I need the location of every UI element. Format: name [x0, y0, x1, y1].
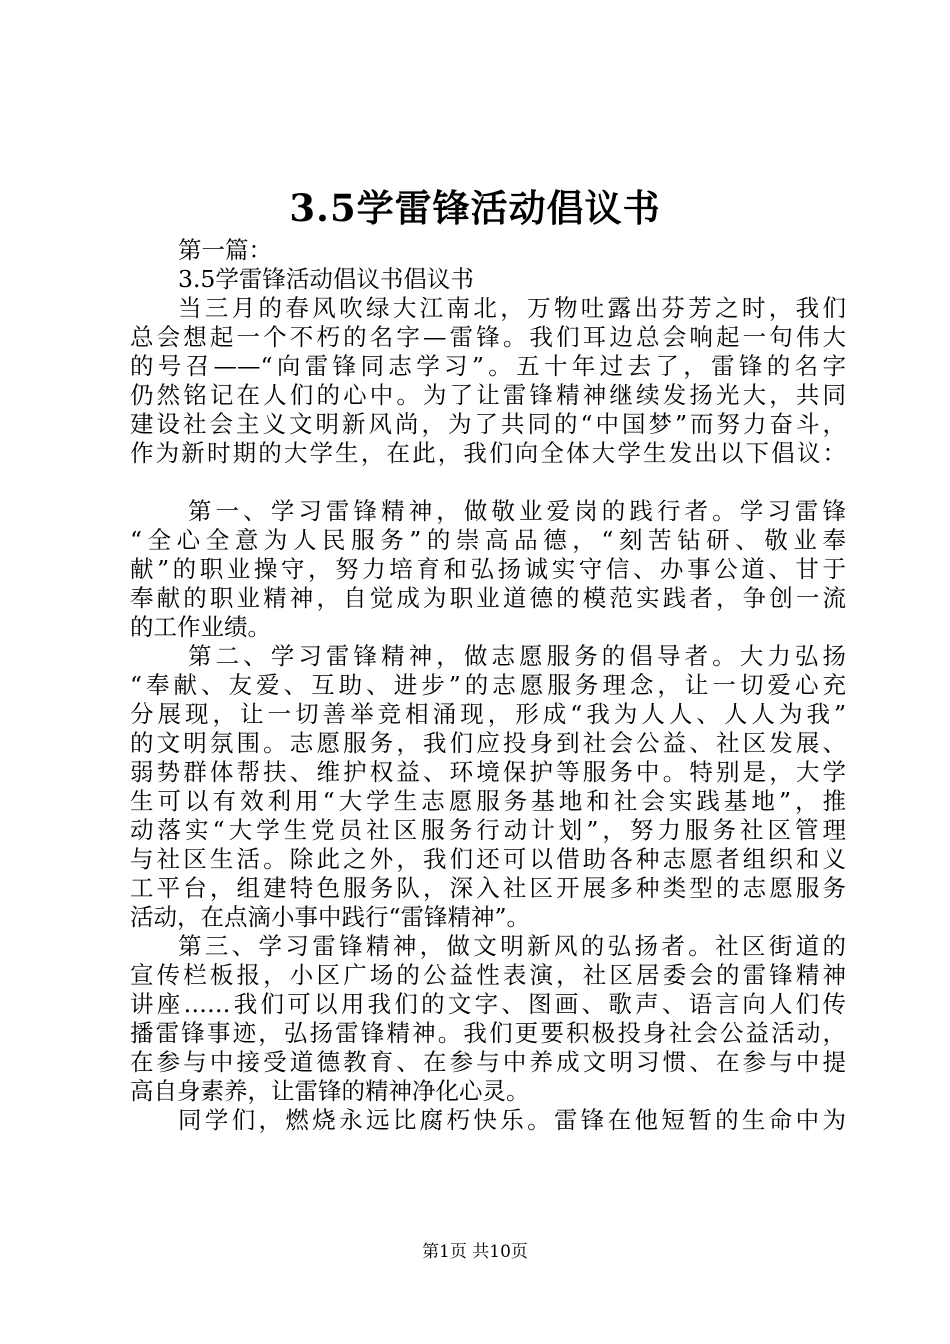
- paragraph-line: 宣传栏板报，小区广场的公益性表演，社区居委会的雷锋精神: [130, 961, 846, 989]
- paragraph-line: 的文明氛围。志愿服务，我们应投身到社会公益、社区发展、: [130, 729, 846, 757]
- paragraph-line: 生可以有效利用“大学生志愿服务基地和社会实践基地”，推: [130, 787, 846, 815]
- subtitle-line: 3.5学雷锋活动倡议书倡议书: [178, 265, 474, 293]
- paragraph-line: 工平台，组建特色服务队，深入社区开展多种类型的志愿服务: [130, 874, 846, 902]
- paragraph-line: 仍然铭记在人们的心中。为了让雷锋精神继续发扬光大，共同: [130, 381, 846, 409]
- paragraph-line: 的号召——“向雷锋同志学习”。五十年过去了，雷锋的名字: [130, 352, 846, 380]
- paragraph-line: 弱势群体帮扶、维护权益、环境保护等服务中。特别是，大学: [130, 758, 846, 786]
- paragraph-line: 奉献的职业精神，自觉成为职业道德的模范实践者，争创一流: [130, 584, 846, 612]
- paragraph-line: 总会想起一个不朽的名字—雷锋。我们耳边总会响起一句伟大: [130, 323, 846, 351]
- section-heading: 第一篇：: [178, 236, 272, 264]
- paragraph-line: 同学们，燃烧永远比腐朽快乐。雷锋在他短暂的生命中为: [178, 1106, 846, 1134]
- paragraph-line: 的工作业绩。: [130, 613, 271, 641]
- paragraph-line: 献”的职业操守，努力培育和弘扬诚实守信、办事公道、甘于: [130, 555, 846, 583]
- paragraph-line: 动落实“大学生党员社区服务行动计划”，努力服务社区管理: [130, 816, 846, 844]
- paragraph-line: 作为新时期的大学生，在此，我们向全体大学生发出以下倡议：: [130, 439, 846, 467]
- paragraph-line: 活动，在点滴小事中践行“雷锋精神”。: [130, 903, 531, 931]
- paragraph-line: 当三月的春风吹绿大江南北，万物吐露出芬芳之时，我们: [178, 294, 846, 322]
- paragraph-line: 分展现，让一切善举竞相涌现，形成“我为人人、人人为我”: [130, 700, 846, 728]
- paragraph-line: 讲座……我们可以用我们的文字、图画、歌声、语言向人们传: [130, 990, 846, 1018]
- paragraph-line: “奉献、友爱、互助、进步”的志愿服务理念，让一切爱心充: [130, 671, 846, 699]
- paragraph-line: 播雷锋事迹，弘扬雷锋精神。我们更要积极投身社会公益活动，: [130, 1019, 846, 1047]
- paragraph-line: 在参与中接受道德教育、在参与中养成文明习惯、在参与中提: [130, 1048, 846, 1076]
- paragraph-line: 第三、学习雷锋精神，做文明新风的弘扬者。社区街道的: [178, 932, 846, 960]
- paragraph-line: 与社区生活。除此之外，我们还可以借助各种志愿者组织和义: [130, 845, 846, 873]
- paragraph-line: 第一、学习雷锋精神，做敬业爱岗的践行者。学习雷锋: [188, 497, 846, 525]
- paragraph-line: 建设社会主义文明新风尚，为了共同的“中国梦”而努力奋斗，: [130, 410, 846, 438]
- paragraph-line: “全心全意为人民服务”的崇高品德，“刻苦钻研、敬业奉: [130, 526, 846, 554]
- document-body: [130, 236, 846, 1135]
- page-footer: 第1页 共10页: [422, 1242, 528, 1262]
- blank-line: [130, 468, 846, 497]
- document-title: 3.5学雷锋活动倡议书: [289, 186, 661, 230]
- paragraph-line: 高自身素养，让雷锋的精神净化心灵。: [130, 1077, 530, 1105]
- paragraph-line: 第二、学习雷锋精神，做志愿服务的倡导者。大力弘扬: [188, 642, 846, 670]
